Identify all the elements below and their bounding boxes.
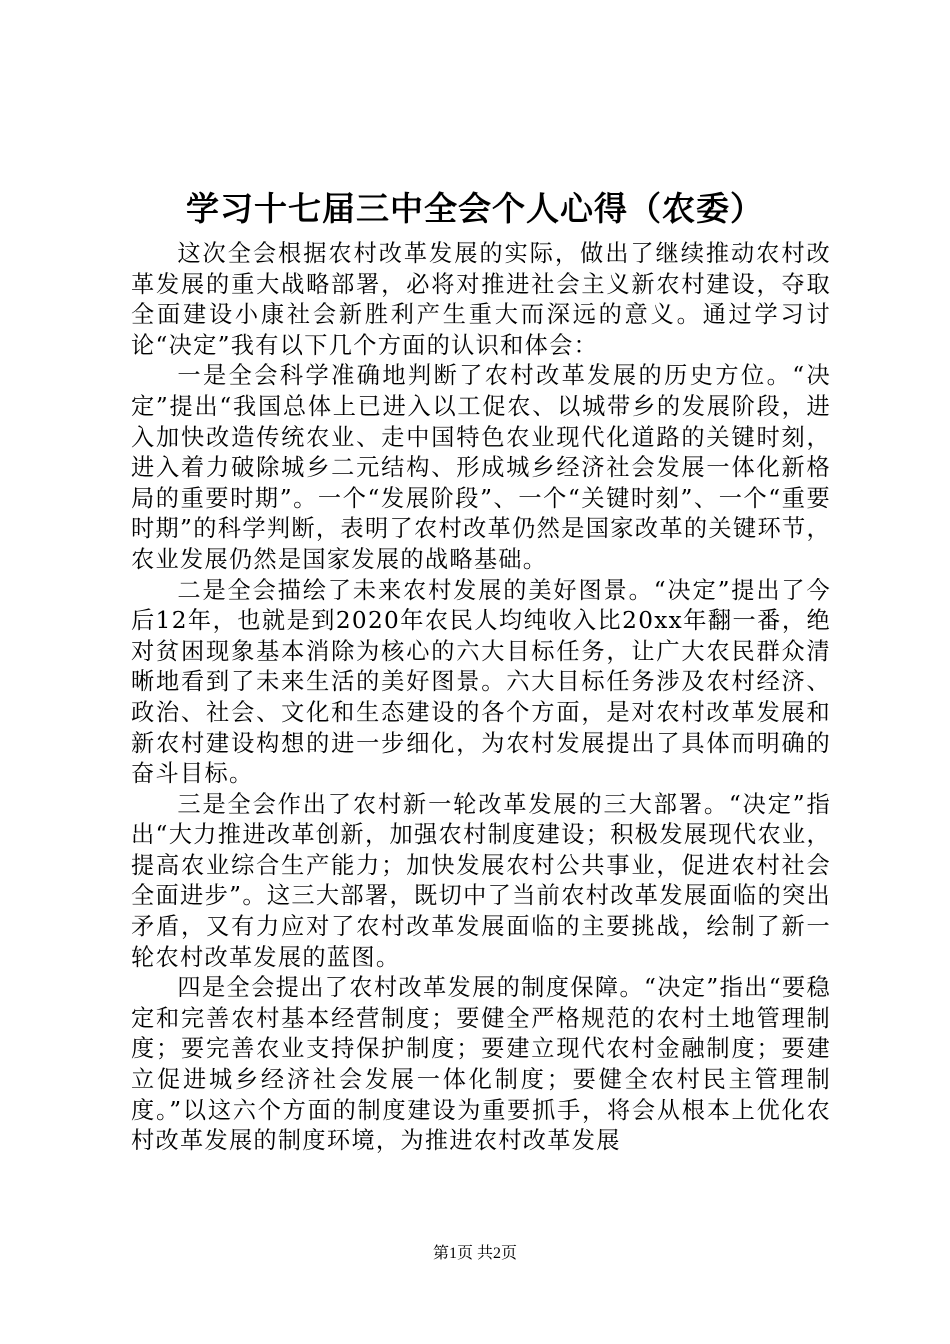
- paragraph-intro: 这次全会根据农村改革发展的实际，做出了继续推动农村改革发展的重大战略部署，必将对推进社会主义新农村建设，夺取全面建设小康社会新胜利产生重大而深远的意义。通过学习讨论“决定”我有以下几个方面的认识和体会：: [131, 240, 831, 359]
- document-body: [131, 239, 831, 1157]
- paragraph-point-four: 四是全会提出了农村改革发展的制度保障。“决定”指出“要稳定和完善农村基本经营制度；要健全严格规范的农村土地管理制度；要完善农业支持保护制度；要建立现代农村金融制度；要建立促进城乡经济社会发展一体化制度；要健全农村民主管理制度。”以这六个方面的制度建设为重要抓手，将会从根本上优化农村改革发展的制度环境，为推进农村改革发展: [131, 974, 831, 1155]
- page-number-footer: 第1页 共2页: [432, 1245, 517, 1262]
- document-title: 学习十七届三中全会个人心得（农委）: [186, 189, 764, 228]
- paragraph-point-one: 一是全会科学准确地判断了农村改革发展的历史方位。“决定”提出“我国总体上已进入以工促农、以城带乡的发展阶段，进入加快改造传统农业、走中国特色农业现代化道路的关键时刻，进入着力破除城乡二元结构、形成城乡经济社会发展一体化新格局的重要时期”。一个“发展阶段”、一个“关键时刻”、一个“重要时期”的科学判断，表明了农村改革仍然是国家改革的关键环节，农业发展仍然是国家发展的战略基础。: [131, 362, 831, 573]
- paragraph-point-three: 三是全会作出了农村新一轮改革发展的三大部署。“决定”指出“大力推进改革创新，加强农村制度建设；积极发展现代农业，提高农业综合生产能力；加快发展农村公共事业，促进农村社会全面进步”。这三大部署，既切中了当前农村改革发展面临的突出矛盾，又有力应对了农村改革发展面临的主要挑战，绘制了新一轮农村改革发展的蓝图。: [131, 790, 831, 971]
- paragraph-point-two: 二是全会描绘了未来农村发展的美好图景。“决定”提出了今后12年，也就是到2020年农民人均纯收入比20xx年翻一番，绝对贫困现象基本消除为核心的六大目标任务，让广大农民群众清晰地看到了未来生活的美好图景。六大目标任务涉及农村经济、政治、社会、文化和生态建设的各个方面，是对农村改革发展和新农村建设构想的进一步细化，为农村发展提出了具体而明确的奋斗目标。: [131, 576, 831, 788]
